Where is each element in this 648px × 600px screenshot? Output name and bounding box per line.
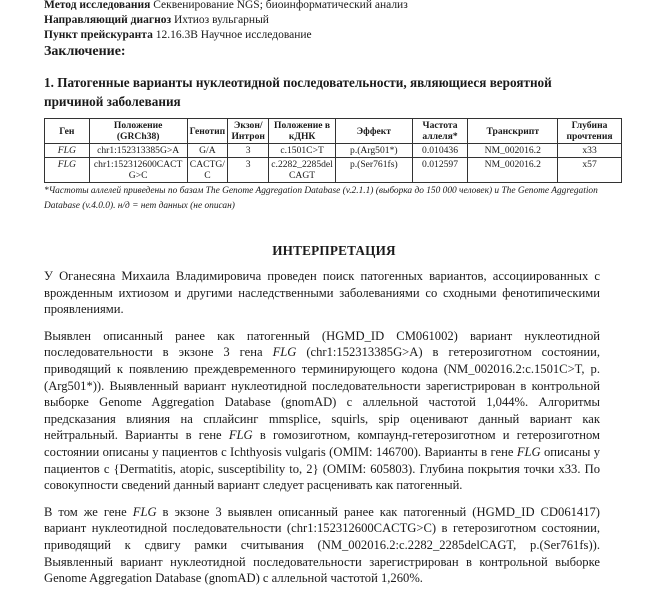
gene-name: FLG [516, 444, 541, 459]
interpretation-paragraph-3: В том же гене FLG в экзоне 3 выявлен описанный ранее как патогенный (HGMD_ID CD061417) вариант нуклеотидной последовательности (chr1:152312600CACTG>C) в гетерозиготном состоянии, приводящий к сдвигу рамки считывания (NM_002016.2:c.2282_2285delCAGT, p.(Ser761fs)). Выявленный вариант нуклеотидной последовательности зарегистрирован в контрольной выборке Genome Aggregation Database (gnomAD) с аллельной частотой 1,260%. [44, 504, 600, 586]
cell-position: chr1:152313385G>A [89, 144, 187, 158]
price-label: Пункт прейскуранта [44, 29, 153, 41]
col-header: Ген [45, 119, 90, 144]
cell-frequency: 0.010436 [412, 144, 468, 158]
cell-exon: 3 [228, 158, 269, 183]
price-value: 12.16.3В Научное исследование [155, 29, 312, 41]
cell-frequency: 0.012597 [412, 158, 468, 183]
variants-table [44, 118, 622, 183]
gene-name: FLG [132, 504, 157, 519]
gene-name: FLG [228, 428, 253, 443]
cell-cdna: c.1501C>T [269, 144, 336, 158]
col-header: Положение в кДНК [269, 119, 336, 144]
table-row [45, 144, 622, 158]
cell-depth: x33 [558, 144, 622, 158]
conclusion-heading: Заключение: [44, 44, 126, 59]
cell-exon: 3 [228, 144, 269, 158]
interpretation-paragraph-1: У Оганесяна Михаила Владимировича проведен поиск патогенных вариантов, ассоциированных с врожденным ихтиозом и другими наследственными заболеваниями со сходными фенотипическими проявлениями. [44, 269, 600, 317]
diagnosis-value: Ихтиоз вульгарный [173, 14, 269, 26]
col-header: Экзон/ Интрон [228, 119, 269, 144]
cell-transcript: NM_002016.2 [468, 144, 558, 158]
cell-position: chr1:152312600CACTG>C [89, 158, 187, 183]
method-line [44, 0, 624, 13]
col-header: Частота аллеля* [412, 119, 468, 144]
cell-cdna: c.2282_2285delCAGT [269, 158, 336, 183]
diagnosis-line [44, 13, 624, 28]
cell-gene: FLG [45, 158, 90, 183]
cell-depth: x57 [558, 158, 622, 183]
col-header: Глубина прочтения [558, 119, 622, 144]
table-row [45, 158, 622, 183]
interpretation-heading: ИНТЕРПРЕТАЦИЯ [272, 243, 396, 258]
col-header: Транскрипт [468, 119, 558, 144]
method-label: Метод исследования [44, 0, 151, 11]
cell-gene: FLG [45, 144, 90, 158]
table-footnote: *Частоты аллелей приведены по базам The Genome Aggregation Database (v.2.1.1) (выборка до 150 000 человек) и The Genome Aggregation Database (v.4.0.0). н/д = нет данных (не описан) [44, 186, 598, 211]
table-header-row [45, 119, 622, 144]
diagnosis-label: Направляющий диагноз [44, 14, 172, 26]
cell-effect: p.(Arg501*) [336, 144, 413, 158]
cell-genotype: G/A [187, 144, 228, 158]
col-header: Положение (GRCh38) [89, 119, 187, 144]
cell-genotype: CACTG/C [187, 158, 228, 183]
section-1-title: 1. Патогенные варианты нуклеотидной последовательности, являющиеся вероятной причиной заболевания [44, 75, 552, 109]
cell-transcript: NM_002016.2 [468, 158, 558, 183]
method-value: Секвенирование NGS; биоинформатический анализ [153, 0, 408, 11]
cell-effect: p.(Ser761fs) [336, 158, 413, 183]
col-header: Эффект [336, 119, 413, 144]
col-header: Генотип [187, 119, 228, 144]
report-page [44, 0, 624, 587]
gene-name: FLG [272, 345, 297, 360]
price-line [44, 28, 624, 43]
interpretation-paragraph-2: Выявлен описанный ранее как патогенный (HGMD_ID CM061002) вариант нуклеотидной последовательности в экзоне 3 гена FLG (chr1:152313385G>A) в гетерозиготном состоянии, приводящий к появлению преждевременного терминирующего кодона (NM_002016.2:c.1501C>T, p.(Arg501*)). Выявленный вариант нуклеотидной последовательности зарегистрирован в контрольной выборке Genome Aggregation Database (gnomAD) с аллельной частотой 1,044%. Алгоритмы предсказания влияния на сплайсинг mmsplice, squirls, spip оценивают данный вариант как нейтральный. Варианты в гене FLG в гомозиготном, компаунд-гетерозиготном и гетерозиготном состоянии описаны у пациентов с Ichthyosis vulgaris (OMIM: 146700). Варианты в гене FLG описаны у пациентов с {Dermatitis, atopic, susceptibility to, 2} (OMIM: 605803). Глубина покрытия точки x33. По совокупности сведений данный вариант следует расценивать как патогенный. [44, 328, 600, 493]
